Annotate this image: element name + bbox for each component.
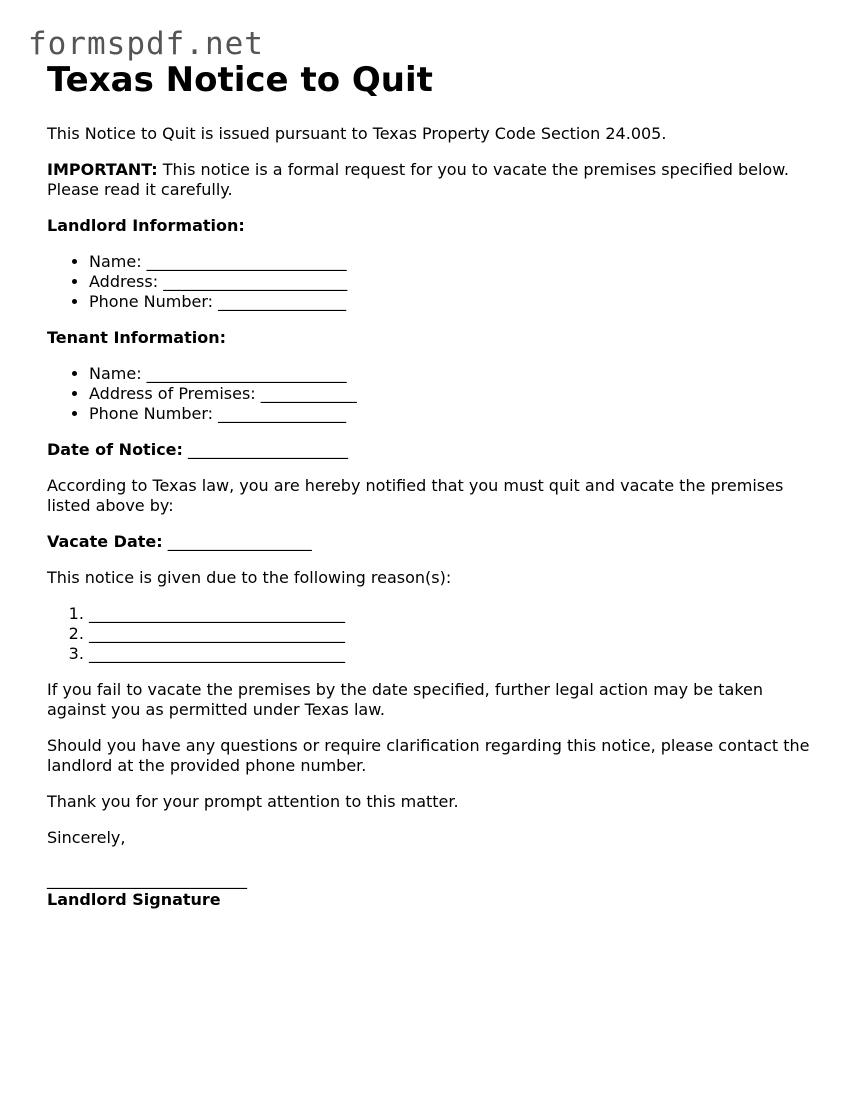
reason-item: 2. ________________________________ — [89, 624, 827, 644]
vacate-date-label: Vacate Date: — [47, 532, 163, 551]
signature-block — [47, 870, 827, 910]
landlord-name-field: • Name: _________________________ — [89, 252, 827, 272]
reasons-list — [47, 604, 827, 664]
date-of-notice-blank: ____________________ — [182, 440, 349, 459]
tenant-premises-address-field: • Address of Premises: ____________ — [89, 384, 827, 404]
landlord-heading: Landlord Information: — [47, 216, 245, 235]
landlord-phone-field: • Phone Number: ________________ — [89, 292, 827, 312]
intro-paragraph: This Notice to Quit is issued pursuant to Texas Property Code Section 24.005. — [47, 124, 667, 143]
date-of-notice — [47, 440, 827, 460]
important-label: IMPORTANT: — [47, 160, 158, 179]
legal-action-paragraph: If you fail to vacate the premises by the date specified, further legal action may be taken against you as permitted under Texas law. — [47, 680, 763, 719]
law-statement: According to Texas law, you are hereby notified that you must quit and vacate the premises listed above by: — [47, 476, 784, 515]
tenant-phone-field: • Phone Number: ________________ — [89, 404, 827, 424]
signature-label: Landlord Signature — [47, 890, 221, 909]
date-of-notice-label: Date of Notice: — [47, 440, 183, 459]
reason-item: 1. ________________________________ — [89, 604, 827, 624]
thanks-paragraph: Thank you for your prompt attention to this matter. — [47, 792, 459, 811]
reason-item: 3. ________________________________ — [89, 644, 827, 664]
landlord-field-list — [47, 252, 827, 312]
vacate-date — [47, 532, 827, 552]
questions-paragraph: Should you have any questions or require clarification regarding this notice, please contact the landlord at the provided phone number. — [47, 736, 810, 775]
important-paragraph — [47, 160, 827, 200]
signature-line: _________________________ — [47, 870, 247, 889]
document-body — [47, 58, 827, 910]
tenant-field-list — [47, 364, 827, 424]
reasons-intro: This notice is given due to the following reason(s): — [47, 568, 452, 587]
important-text: This notice is a formal request for you to vacate the premises specified below. Please read it carefully. — [47, 160, 789, 199]
tenant-heading: Tenant Information: — [47, 328, 227, 347]
vacate-date-blank: __________________ — [162, 532, 312, 551]
tenant-name-field: • Name: _________________________ — [89, 364, 827, 384]
page-title: Texas Notice to Quit — [47, 60, 433, 100]
landlord-address-field: • Address: _______________________ — [89, 272, 827, 292]
closing-text: Sincerely, — [47, 828, 126, 847]
watermark-logo: formspdf.net — [28, 26, 264, 62]
